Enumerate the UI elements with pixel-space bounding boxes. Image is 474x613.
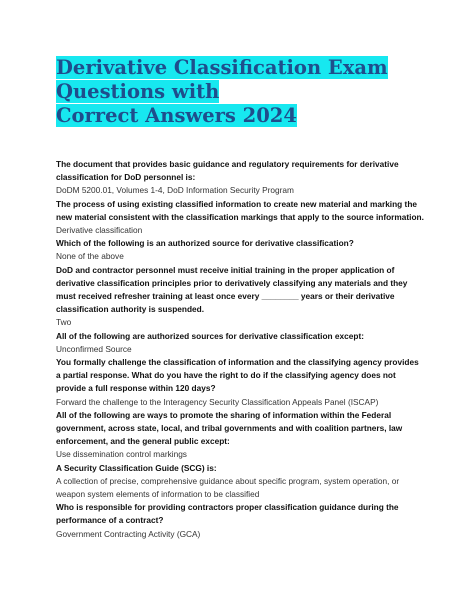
answer-2: Derivative classification (56, 225, 143, 236)
answer-3: None of the above (56, 251, 124, 262)
answer-9: Government Contracting Activity (GCA) (56, 528, 201, 539)
title-line-1: Derivative Classification Exam Questions with (56, 56, 388, 103)
document-title (56, 56, 416, 128)
answer-1: DoDM 5200.01, Volumes 1-4, DoD Information Security Program (56, 185, 294, 196)
title-line-2: Correct Answers 2024 (56, 104, 297, 127)
question-3: Which of the following is an authorized source for derivative classification? (56, 238, 354, 249)
answer-6: Forward the challenge to the Interagency Security Classification Appeals Panel (ISCAP) (56, 396, 379, 407)
question-8: A Security Classification Guide (SCG) is: (56, 462, 217, 473)
answer-7: Use dissemination control markings (56, 449, 187, 460)
question-4: DoD and contractor personnel must receive initial training in the proper application of derivative classification principles prior to derivatively classifying any materials and they must received refresher training at least once every ________ years or their derivative classification authority is suspended. (56, 264, 408, 315)
answer-4: Two (56, 317, 72, 328)
answer-5: Unconfirmed Source (56, 343, 132, 354)
question-9: Who is responsible for providing contractors proper classification guidance during the performance of a contract? (56, 502, 399, 526)
question-7: All of the following are ways to promote the sharing of information within the Federal government, across state, local, and tribal governments and with coalition partners, law enforcement, and the general public except: (56, 409, 403, 447)
question-6: You formally challenge the classification of information and the classifying agency provides a partial response. What do you have the right to do if the classifying agency does not provide a full response within 120 days? (56, 357, 419, 394)
answer-8: A collection of precise, comprehensive guidance about specific program, system operation, or weapon system elements of information to be classified (56, 475, 400, 500)
question-2: The process of using existing classified information to create new material and marking the new material consistent with the classification markings that apply to the source information. (56, 198, 424, 222)
qa-list (56, 158, 424, 541)
question-1: The document that provides basic guidance and regulatory requirements for derivative classification for DoD personnel is: (56, 159, 399, 183)
question-5: All of the following are authorized sources for derivative classification except: (56, 330, 364, 341)
